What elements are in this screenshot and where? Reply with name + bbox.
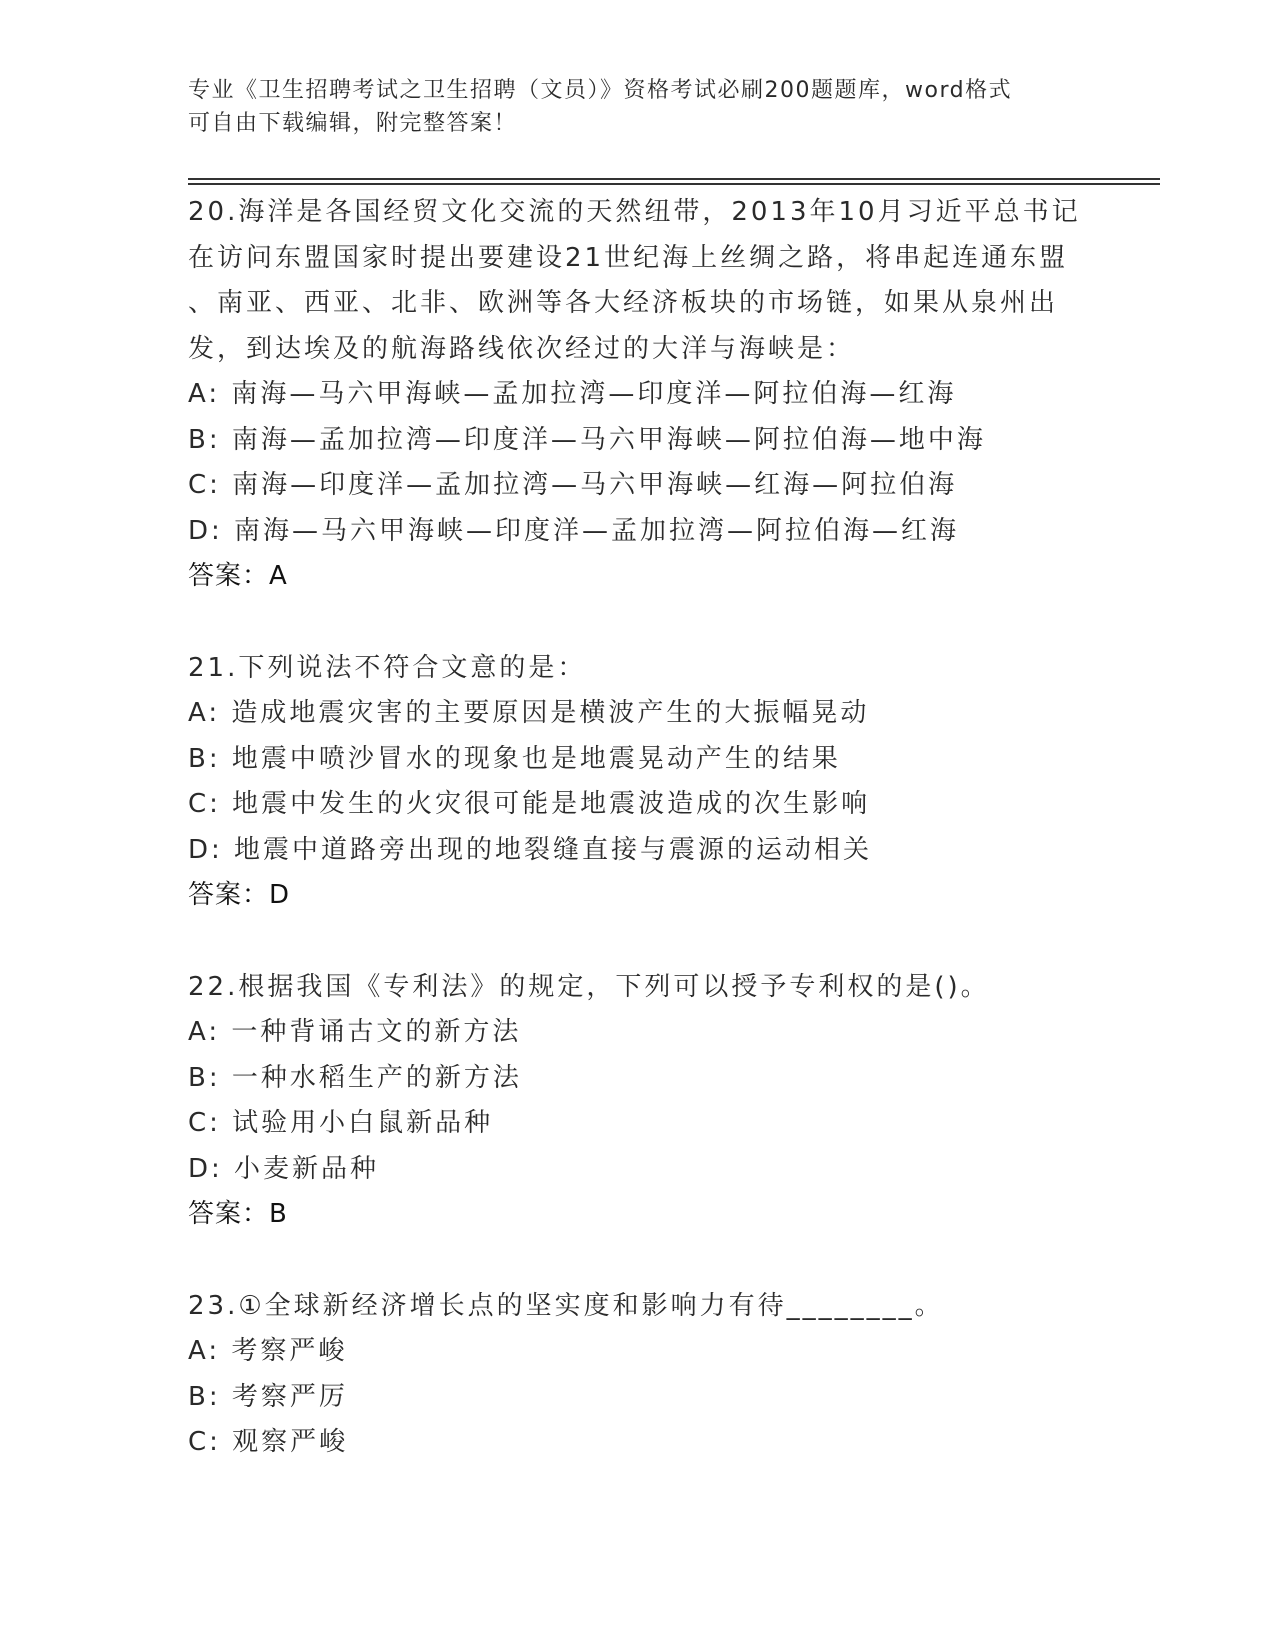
option-d: D: 南海—马六甲海峡—印度洋—孟加拉湾—阿拉伯海—红海 [188,515,960,546]
header-line-1: 专业《卫生招聘考试之卫生招聘（文员）》资格考试必刷200题题库，word格式 [188,78,1013,103]
header-line-2: 可自由下载编辑，附完整答案！ [188,111,518,136]
header-divider-bottom [188,183,1160,185]
option-a: A: 南海—马六甲海峡—孟加拉湾—印度洋—阿拉伯海—红海 [188,379,957,409]
question-stem-line: 21.下列说法不符合文意的是： [188,652,587,683]
option-b: B: 南海—孟加拉湾—印度洋—马六甲海峡—阿拉伯海—地中海 [188,424,986,455]
question-list [188,190,1088,1512]
question-21 [188,646,1088,919]
option-a: A: 考察严峻 [188,1336,348,1366]
answer-label: 答案：B [188,1199,288,1229]
option-c: C: 观察严峻 [188,1427,349,1457]
question-stem-line: 22.根据我国《专利法》的规定，下列可以授予专利权的是()。 [188,971,990,1002]
option-b: B: 一种水稻生产的新方法 [188,1062,522,1093]
question-stem-line: 23.①全球新经济增长点的坚实度和影响力有待________。 [188,1290,944,1321]
answer-label: 答案：A [188,561,288,591]
question-stem-line: 发，到达埃及的航海路线依次经过的大洋与海峡是： [188,333,856,364]
header-divider-top [188,178,1160,180]
option-d: D: 小麦新品种 [188,1153,380,1184]
option-a: A: 一种背诵古文的新方法 [188,1017,522,1047]
question-stem-line: 、南亚、西亚、北非、欧洲等各大经济板块的市场链，如果从泉州出 [188,288,1059,318]
document-header [188,74,1088,140]
option-a: A: 造成地震灾害的主要原因是横波产生的大振幅晃动 [188,698,870,728]
option-c: C: 南海—印度洋—孟加拉湾—马六甲海峡—红海—阿拉伯海 [188,470,958,500]
option-c: C: 试验用小白鼠新品种 [188,1108,494,1138]
question-22 [188,965,1088,1238]
option-c: C: 地震中发生的火灾很可能是地震波造成的次生影响 [188,789,871,819]
answer-label: 答案：D [188,880,291,910]
option-b: B: 考察严厉 [188,1381,348,1412]
option-b: B: 地震中喷沙冒水的现象也是地震晃动产生的结果 [188,743,841,774]
question-20 [188,190,1088,600]
question-stem-line: 20.海洋是各国经贸文化交流的天然纽带，2013年10月习近平总书记 [188,197,1081,227]
question-23 [188,1284,1088,1466]
question-stem-line: 在访问东盟国家时提出要建设21世纪海上丝绸之路，将串起连通东盟 [188,242,1069,273]
option-d: D: 地震中道路旁出现的地裂缝直接与震源的运动相关 [188,834,873,865]
